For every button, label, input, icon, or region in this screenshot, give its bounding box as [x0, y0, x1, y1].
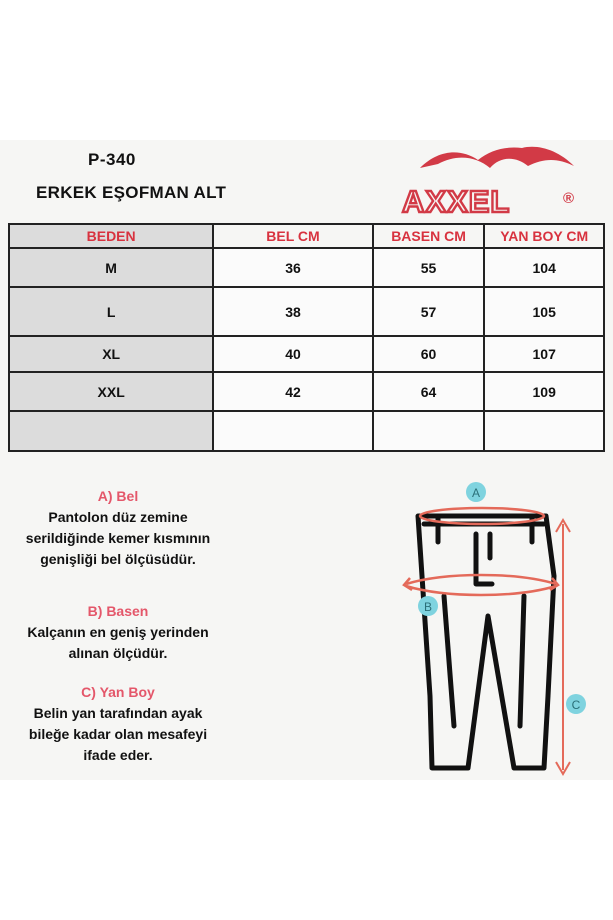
legend-heading: A) Bel [97, 488, 139, 504]
marker-c-label: C [571, 698, 581, 712]
table-cell: 36 [213, 248, 372, 287]
legend-line: serildiğinde kemer kısmının [25, 530, 211, 546]
table-cell: 105 [484, 287, 604, 336]
table-cell: 38 [213, 287, 372, 336]
table-cell [213, 411, 372, 451]
table-cell: 60 [373, 336, 485, 372]
pants-diagram [396, 476, 581, 776]
table-header-row [9, 224, 604, 248]
legend-line: alınan ölçüdür. [68, 645, 168, 661]
pants-outline-icon [418, 516, 554, 768]
size-table [8, 223, 605, 452]
table-cell: 64 [373, 372, 485, 411]
size-cell: XL [9, 336, 213, 372]
legend-heading: C) Yan Boy [81, 684, 155, 700]
table-row [9, 248, 604, 287]
size-cell: L [9, 287, 213, 336]
size-cell: XXL [9, 372, 213, 411]
registered-mark: ® [563, 190, 575, 207]
table-cell: 42 [213, 372, 372, 411]
marker-b-icon [418, 596, 438, 616]
legend-heading: B) Basen [87, 603, 149, 619]
product-name: ERKEK EŞOFMAN ALT [36, 183, 227, 202]
legend-line: genişliği bel ölçüsüdür. [40, 551, 196, 567]
legend-waist [14, 486, 222, 570]
marker-a-label: A [471, 486, 481, 500]
legend-hip [14, 601, 222, 664]
column-header: BEDEN [9, 224, 213, 248]
legend-line: Kalçanın en geniş yerinden [27, 624, 209, 640]
table-row [9, 336, 604, 372]
table-cell: 57 [373, 287, 485, 336]
column-header: BEL CM [213, 224, 372, 248]
table-cell: 55 [373, 248, 485, 287]
table-cell: 104 [484, 248, 604, 287]
table-row [9, 287, 604, 336]
size-cell: M [9, 248, 213, 287]
table-cell [484, 411, 604, 451]
legend-line: bileğe kadar olan mesafeyi [28, 726, 208, 742]
legend-line: Pantolon düz zemine [48, 509, 188, 525]
table-cell: 109 [484, 372, 604, 411]
table-cell: 107 [484, 336, 604, 372]
brand-logo-text: AXXEL [402, 184, 511, 219]
size-cell [9, 411, 213, 451]
column-header: BASEN CM [373, 224, 485, 248]
column-header: YAN BOY CM [484, 224, 604, 248]
table-row [9, 372, 604, 411]
legend-line: ifade eder. [83, 747, 153, 763]
length-arrow-icon [556, 520, 570, 774]
marker-a-icon [466, 482, 486, 502]
legend-line: Belin yan tarafından ayak [33, 705, 203, 721]
table-row [9, 411, 604, 451]
table-cell: 40 [213, 336, 372, 372]
product-code: P-340 [88, 150, 136, 169]
legend-side-length [14, 682, 222, 766]
marker-c-icon [566, 694, 586, 714]
marker-b-label: B [423, 600, 433, 614]
table-cell [373, 411, 485, 451]
